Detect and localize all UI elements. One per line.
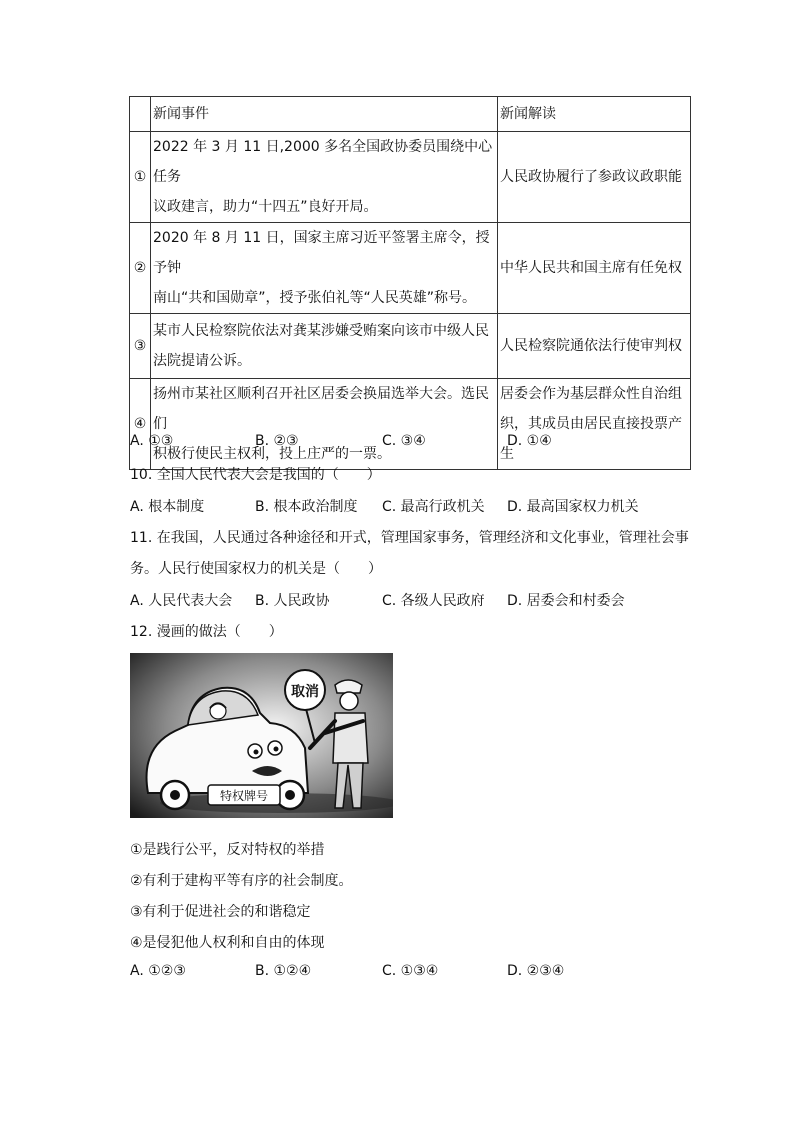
cartoon-image	[130, 653, 393, 818]
q9-option-b[interactable]: B. ②③	[255, 433, 299, 449]
row-num: ②	[130, 223, 151, 314]
table-row	[130, 314, 691, 379]
q11-option-a[interactable]: A. 人民代表大会	[130, 593, 233, 609]
table-row	[130, 132, 691, 223]
sign-text: 取消	[291, 684, 319, 700]
q12-option-b[interactable]: B. ①②④	[255, 963, 312, 979]
header-cell-num	[130, 97, 151, 132]
event-line: 法院提请公诉。	[153, 353, 251, 369]
reading-line: 人民政协履行了参政议政职能	[500, 169, 682, 185]
q12-option-a[interactable]: A. ①②③	[130, 963, 186, 979]
q10-stem: 10. 全国人民代表大会是我国的（ ）	[130, 467, 381, 483]
news-table	[129, 96, 691, 470]
reading-line: 中华人民共和国主席有任免权	[500, 260, 682, 276]
row-reading	[498, 314, 691, 379]
q11-stem-line1: 11. 在我国，人民通过各种途径和开式，管理国家事务，管理经济和文化事业，管理社会事	[130, 530, 689, 546]
header-cell-event: 新闻事件	[151, 97, 498, 132]
row-num: ①	[130, 132, 151, 223]
reading-line: 人民检察院通依法行使审判权	[500, 338, 682, 354]
row-reading	[498, 223, 691, 314]
plate-text: 特权牌号	[219, 789, 269, 803]
row-reading	[498, 379, 691, 470]
row-event	[151, 132, 498, 223]
table-row	[130, 379, 691, 470]
event-line: 南山“共和国勋章”，授予张伯礼等“人民英雄”称号。	[153, 290, 477, 306]
event-line: 2022 年 3 月 11 日,2000 多名全国政协委员围绕中心任务	[153, 139, 493, 185]
q12-statement-3: ③有利于促进社会的和谐稳定	[130, 904, 311, 920]
event-line: 扬州市某社区顺利召开社区居委会换届选举大会。选民们	[153, 386, 489, 432]
row-num: ④	[130, 379, 151, 470]
q12-statement-4: ④是侵犯他人权利和自由的体现	[130, 935, 325, 951]
event-line: 议政建言，助力“十四五”良好开局。	[153, 199, 378, 215]
q11-option-b[interactable]: B. 人民政协	[255, 593, 330, 609]
q11-option-d[interactable]: D. 居委会和村委会	[507, 593, 625, 609]
event-line: 积极行使民主权利，投上庄严的一票。	[153, 446, 391, 462]
reading-line: 居委会作为基层群众性自治组	[500, 386, 682, 402]
row-event	[151, 379, 498, 470]
q12-option-d[interactable]: D. ②③④	[507, 963, 565, 979]
q10-option-b[interactable]: B. 根本政治制度	[255, 499, 358, 515]
row-event	[151, 223, 498, 314]
q11-stem-line2: 务。人民行使国家权力的机关是（ ）	[130, 561, 382, 577]
q12-stem: 12. 漫画的做法（ ）	[130, 624, 283, 640]
reading-line: 织，其成员由居民直接投票产生	[500, 416, 682, 462]
q10-option-d[interactable]: D. 最高国家权力机关	[507, 499, 639, 515]
q12-statement-2: ②有利于建构平等有序的社会制度。	[130, 873, 353, 889]
q9-option-d[interactable]: D. ①④	[507, 433, 552, 449]
event-line: 某市人民检察院依法对龚某涉嫌受贿案向该市中级人民	[153, 323, 489, 339]
q12-statement-1: ①是践行公平，反对特权的举措	[130, 842, 325, 858]
row-num: ③	[130, 314, 151, 379]
q9-option-a[interactable]: A. ①③	[130, 433, 174, 449]
q12-option-c[interactable]: C. ①③④	[382, 963, 439, 979]
q10-option-c[interactable]: C. 最高行政机关	[382, 499, 485, 515]
row-event	[151, 314, 498, 379]
header-cell-reading: 新闻解读	[498, 97, 691, 132]
q9-option-c[interactable]: C. ③④	[382, 433, 426, 449]
q11-option-c[interactable]: C. 各级人民政府	[382, 593, 485, 609]
row-reading	[498, 132, 691, 223]
event-line: 2020 年 8 月 11 日，国家主席习近平签署主席令，授予钟	[153, 230, 490, 276]
q10-option-a[interactable]: A. 根本制度	[130, 499, 205, 515]
table-header-row	[130, 97, 691, 132]
table-row	[130, 223, 691, 314]
